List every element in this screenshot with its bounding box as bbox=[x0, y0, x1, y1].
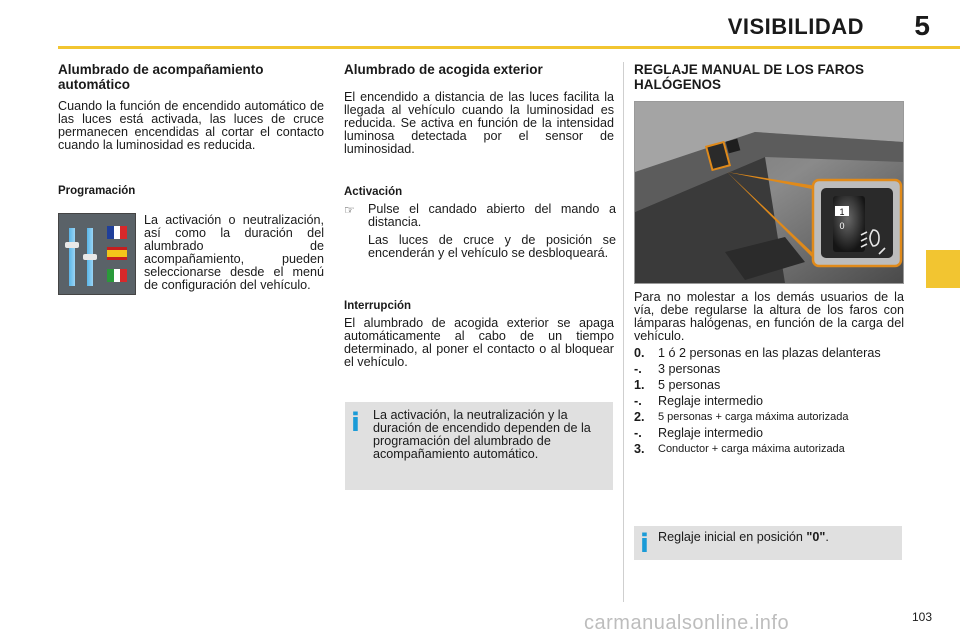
activation-result: Las luces de cruce y de posición se encenderán y el vehículo se desbloqueará. bbox=[368, 233, 616, 260]
pointing-hand-icon: ☞ bbox=[344, 203, 355, 217]
page-number: 103 bbox=[911, 610, 932, 624]
load-position-key: 3. bbox=[634, 442, 645, 456]
load-position-key: -. bbox=[634, 426, 642, 440]
info-icon: i bbox=[640, 529, 649, 559]
info-text: Reglaje inicial en posición bbox=[658, 530, 807, 544]
load-positions-list bbox=[634, 347, 904, 456]
load-position-label: Conductor + carga máxima autorizada bbox=[658, 443, 845, 455]
info-box-welcome bbox=[345, 402, 613, 490]
load-position-label: Reglaje intermedio bbox=[658, 426, 764, 440]
load-position-item bbox=[634, 363, 904, 376]
column-divider bbox=[623, 62, 624, 602]
section-exterior-welcome-lighting bbox=[344, 62, 614, 156]
programming-title: Programación bbox=[58, 185, 136, 197]
load-position-label: 1 ó 2 personas en las plazas delanteras bbox=[658, 346, 881, 360]
load-position-item bbox=[634, 379, 904, 392]
load-position-key: 1. bbox=[634, 378, 645, 392]
load-position-key: 2. bbox=[634, 410, 645, 424]
load-position-label: 5 personas + carga máxima autorizada bbox=[658, 411, 849, 423]
info-text-position: "0" bbox=[806, 530, 826, 544]
programming-text bbox=[144, 214, 324, 292]
chapter-side-tab bbox=[926, 250, 960, 288]
interruption-text bbox=[344, 317, 614, 369]
load-position-key: -. bbox=[634, 362, 642, 376]
load-position-label: Reglaje intermedio bbox=[658, 394, 764, 408]
info-icon: i bbox=[351, 408, 360, 438]
load-position-item bbox=[634, 347, 904, 360]
load-position-item bbox=[634, 443, 904, 456]
activation-bullet: Pulse el candado abierto del mando a distancia. bbox=[368, 202, 616, 229]
section-title: REGLAJE MANUAL DE LOS FAROS HALÓGENOS bbox=[634, 62, 865, 92]
load-position-key: -. bbox=[634, 394, 642, 408]
load-position-item bbox=[634, 395, 904, 408]
info-box-initial-setting bbox=[634, 526, 902, 560]
programming-body: La activación o neutralización, así como la duración del alumbrado de acompañamiento, pueden seleccionarse desde el menú de configuración del vehículo. bbox=[144, 213, 324, 292]
interruption-title: Interrupción bbox=[344, 300, 412, 312]
dashboard-photo bbox=[634, 101, 904, 284]
activation-steps bbox=[344, 203, 616, 260]
load-position-label: 3 personas bbox=[658, 362, 721, 376]
load-position-item bbox=[634, 427, 904, 440]
info-text-end: . bbox=[825, 530, 829, 544]
section-body: Cuando la función de encendido automático de las luces está activada, las luces de cruce permanecen encendidas al cortar el contacto cuando la luminosidad es reducida. bbox=[58, 99, 324, 152]
section-headlamp-adjustment bbox=[634, 62, 904, 92]
load-position-key: 0. bbox=[634, 346, 645, 360]
section-title: Alumbrado de acogida exterior bbox=[344, 62, 543, 77]
load-position-item bbox=[634, 411, 904, 424]
section-body: El encendido a distancia de las luces facilita la llegada al vehículo cuando la luminosidad es reducida. Se activa en función de la intensidad luminosa detectada por el sensor de luminosidad. bbox=[344, 90, 614, 156]
interruption-body: El alumbrado de acogida exterior se apaga automáticamente al cabo de un tiempo determinado, al poner el contacto o al bloquear el vehículo. bbox=[344, 316, 614, 369]
dial-mark-0: 0 bbox=[839, 221, 845, 231]
adjustment-text bbox=[634, 291, 904, 459]
section-title: Alumbrado de acompañamiento automático bbox=[58, 62, 264, 92]
activation-title: Activación bbox=[344, 186, 403, 198]
load-position-label: 5 personas bbox=[658, 378, 721, 392]
adjustment-body: Para no molestar a los demás usuarios de la vía, debe regularse la altura de los faros con lámparas halógenas, en función de la carga del vehículo. bbox=[634, 290, 904, 343]
chapter-title: VISIBILIDAD bbox=[727, 14, 864, 39]
header-rule bbox=[58, 46, 960, 49]
info-text: La activación, la neutralización y la duración de encendido dependen de la programación del alumbrado de acompañamiento automático. bbox=[373, 408, 591, 461]
section-follow-me-lighting bbox=[58, 62, 324, 152]
config-menu-icon bbox=[58, 213, 136, 295]
chapter-number: 5 bbox=[914, 10, 930, 41]
watermark: carmanualsonline.info bbox=[584, 612, 790, 634]
dial-mark-1: 1 bbox=[839, 207, 845, 217]
